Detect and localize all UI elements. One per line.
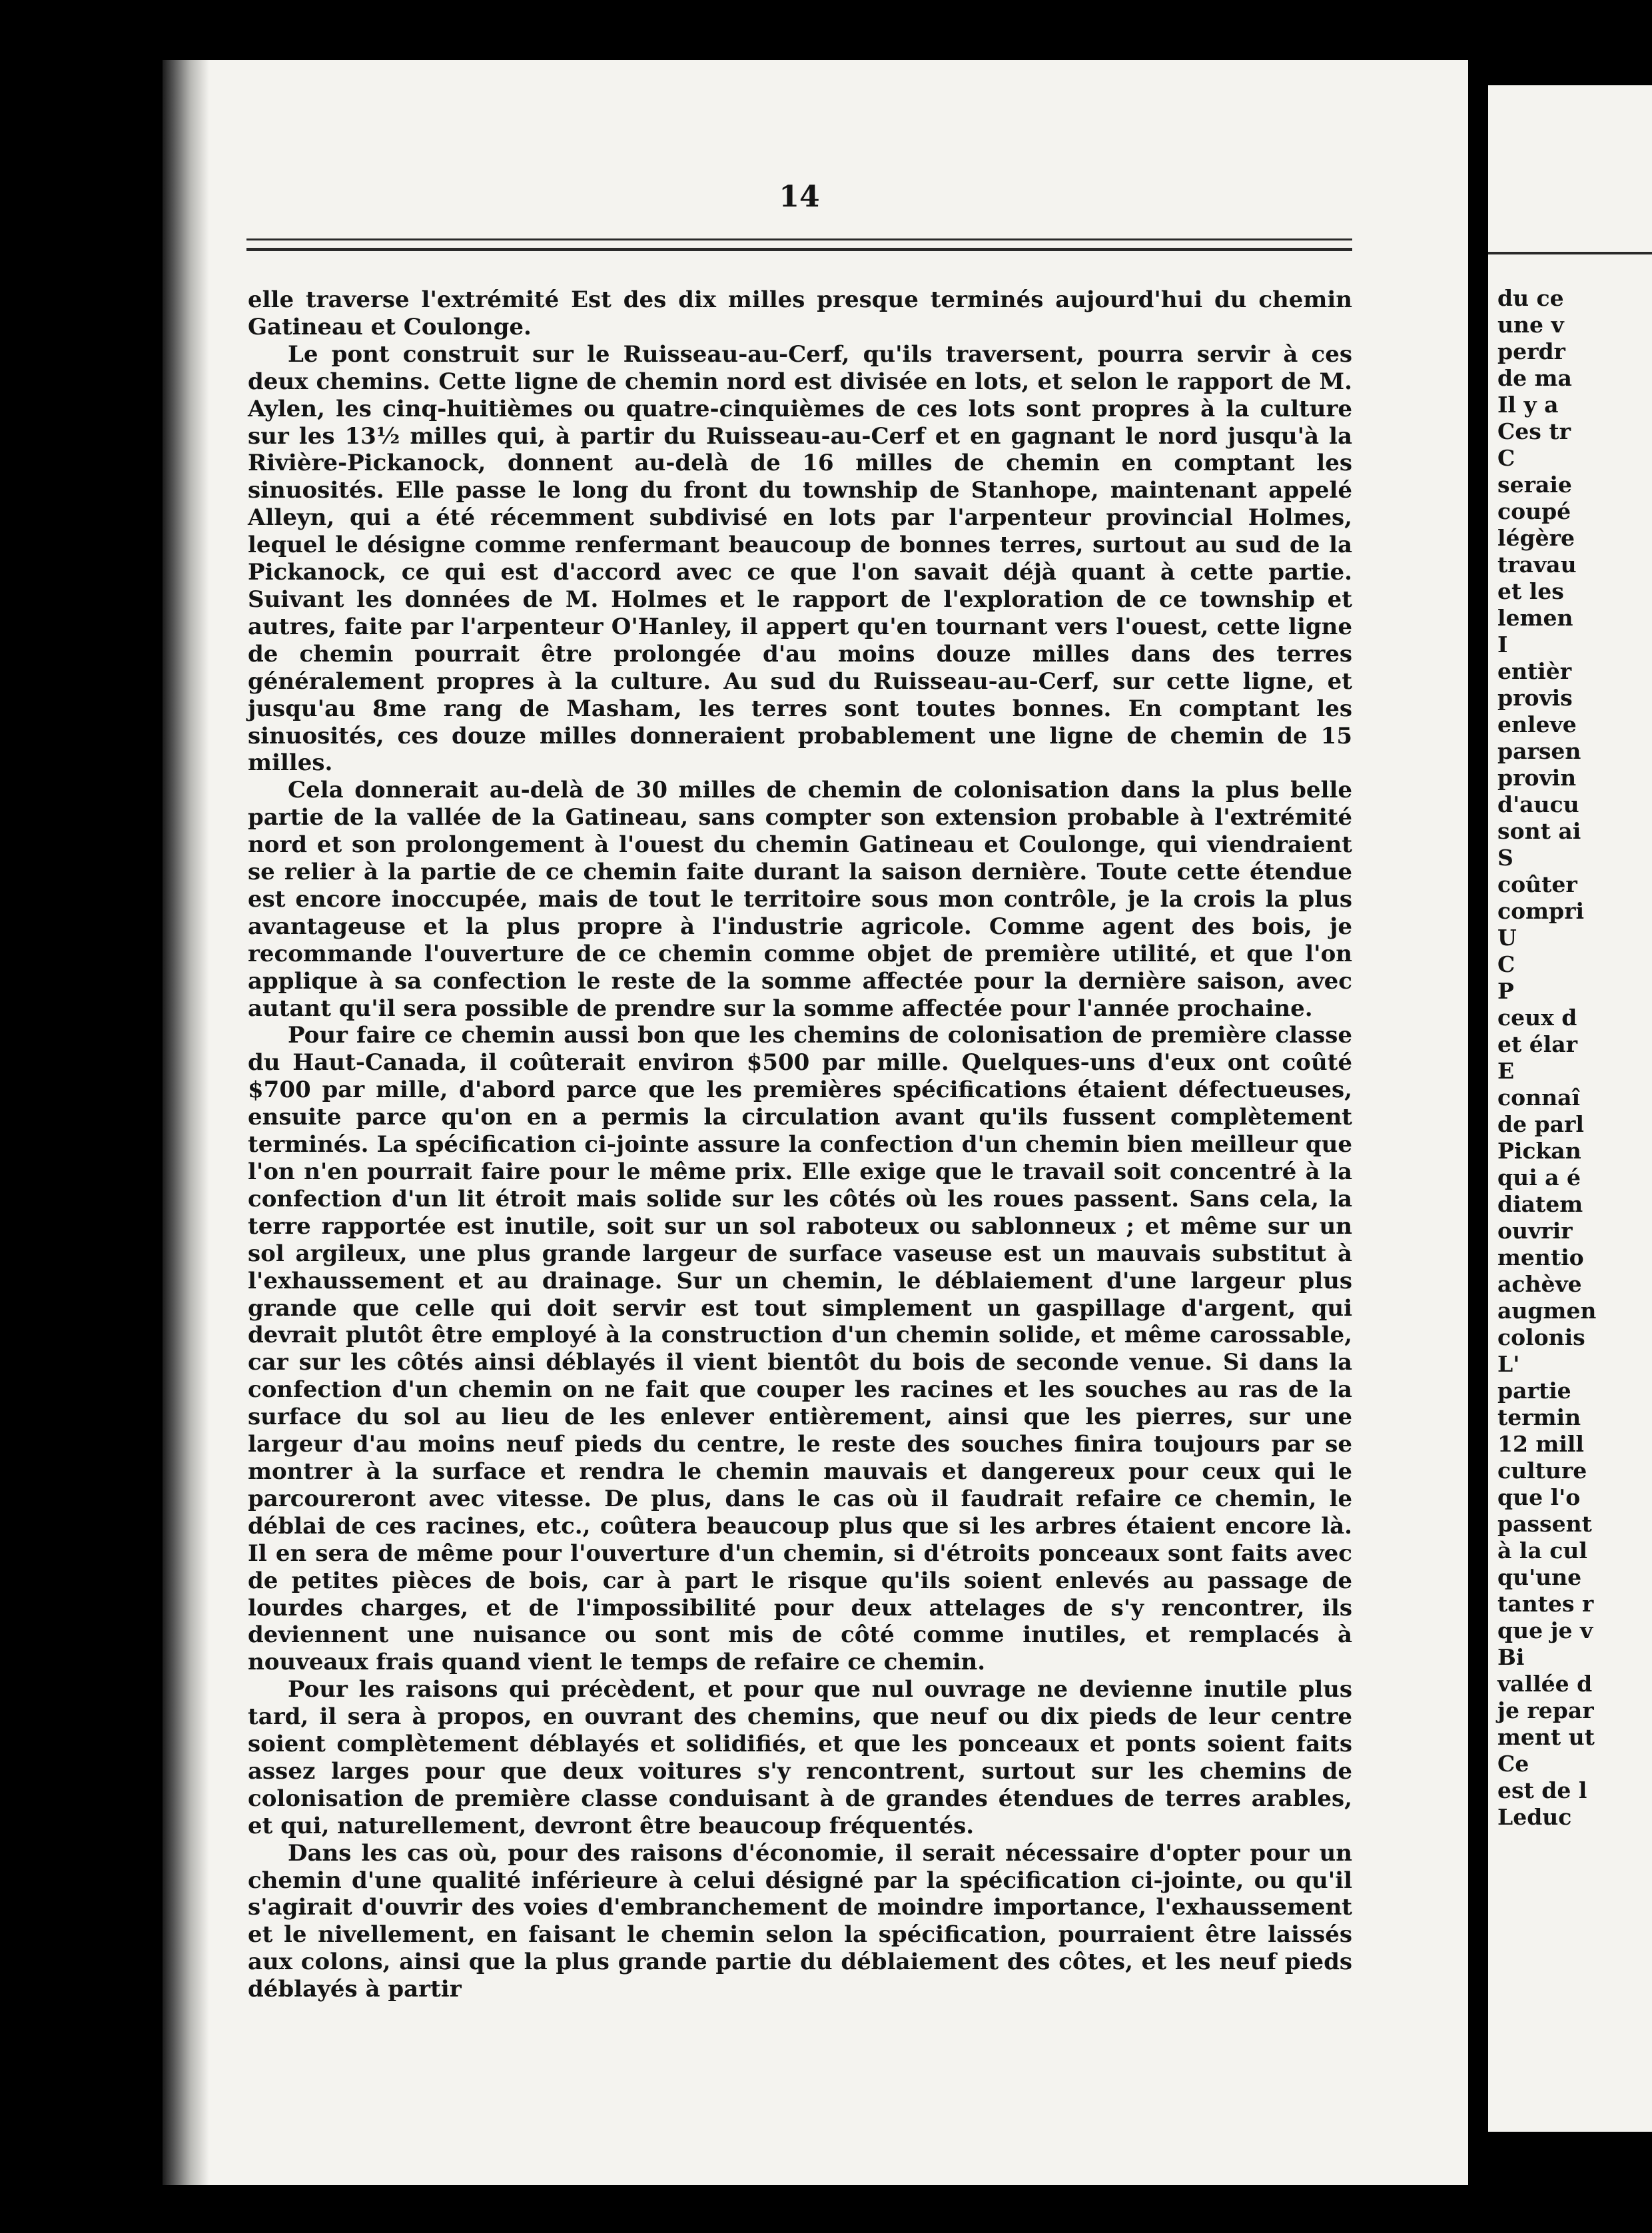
right-page-line: une v bbox=[1497, 312, 1564, 338]
right-page-line: Ces tr bbox=[1497, 418, 1571, 444]
right-page-line: sont ai bbox=[1497, 818, 1581, 844]
right-page-line: U bbox=[1497, 925, 1517, 951]
right-page-line: I bbox=[1497, 632, 1508, 658]
paragraph: Cela donnerait au-delà de 30 milles de chemin de colonisation dans la plus belle partie de la vallée de la Gatineau, sans compter son extension probable à l'extrémité nord et son prolongement à l'ouest du chemin Gatineau et Coulonge, qui viendraient se relier à la partie de ce chemin faite durant la saison dernière. Toute cette étendue est encore inoccupée, mais de tout le territoire sous mon contrôle, je la crois la plus avantageuse et la plus propre à l'industrie agricole. Comme agent des bois, je recommande l'ouverture de ce chemin comme objet de première utilité, et que l'on applique à sa confection le reste de la somme affectée pour la dernière saison, avec autant qu'il sera possible de prendre sur la somme affectée pour l'année prochaine. bbox=[248, 777, 1352, 1022]
right-page-line: culture bbox=[1497, 1458, 1587, 1484]
right-page-line: parsen bbox=[1497, 738, 1581, 764]
right-page-line: mentio bbox=[1497, 1244, 1584, 1270]
right-page-line: tantes r bbox=[1497, 1591, 1594, 1617]
right-page-line: E bbox=[1497, 1058, 1515, 1084]
right-page-line: travau bbox=[1497, 552, 1577, 578]
right-page-line: est de l bbox=[1497, 1777, 1587, 1803]
body-text bbox=[248, 286, 1352, 2003]
right-page-line: et les bbox=[1497, 578, 1564, 604]
right-page-line: C bbox=[1497, 951, 1515, 977]
paragraph: Le pont construit sur le Ruisseau-au-Cerf, qu'ils traversent, pourra servir à ces deux chemins. Cette ligne de chemin nord est divisée en lots, et selon le rapport de M. Aylen, les cinq-huitièmes ou quatre-cinquièmes de ces lots sont propres à la culture sur les 13½ milles qui, à partir du Ruisseau-au-Cerf et en gagnant le nord jusqu'à la Rivière-Pickanock, donnent au-delà de 16 milles de chemin en comptant les sinuosités. Elle passe le long du front du township de Stanhope, maintenant appelé Alleyn, qui a été récemment subdivisé en lots par l'arpenteur provincial Holmes, lequel le désigne comme renfermant beaucoup de bonnes terres, surtout au sud de la Pickanock, ce qui est d'accord avec ce que l'on savait déjà quant à cette partie. Suivant les données de M. Holmes et le rapport de l'exploration de ce township et autres, faite par l'arpenteur O'Hanley, il appert qu'en tournant vers l'ouest, cette ligne de chemin pourrait être prolongée d'au moins douze milles dans des terres généralement propres à la culture. Au sud du Ruisseau-au-Cerf, sur cette ligne, et jusqu'au 8me rang de Masham, les terres sont toutes bonnes. En comptant les sinuosités, ces douze milles donneraient probablement une ligne de chemin de 15 milles. bbox=[248, 340, 1352, 777]
right-page-line: perdr bbox=[1497, 338, 1565, 364]
header-rule-thin bbox=[246, 238, 1352, 240]
right-page-line: vallée d bbox=[1497, 1671, 1593, 1697]
right-page-line: je repar bbox=[1497, 1697, 1594, 1723]
right-page-line: coupé bbox=[1497, 498, 1571, 524]
right-page-line: colonis bbox=[1497, 1324, 1585, 1350]
right-page-line: à la cul bbox=[1497, 1538, 1587, 1563]
right-page-line: provis bbox=[1497, 685, 1573, 711]
right-page-line: ment ut bbox=[1497, 1724, 1595, 1750]
right-page-line: augmen bbox=[1497, 1298, 1597, 1324]
right-page-line: de parl bbox=[1497, 1111, 1584, 1137]
paragraph: Dans les cas où, pour des raisons d'économie, il serait nécessaire d'opter pour un chemin d'une qualité inférieure à celui désigné par la spécification ci-jointe, ou qu'il s'agirait d'ouvrir des voies d'embranchement de moindre importance, l'exhaussement et le nivellement, en faisant le chemin selon la spécification, pourraient être laissés aux colons, ainsi que la plus grande partie du déblaiement des côtes, et les neuf pieds déblayés à partir bbox=[248, 1839, 1352, 2003]
right-page-line: coûter bbox=[1497, 871, 1577, 897]
right-page-line: 12 mill bbox=[1497, 1431, 1584, 1457]
right-page-line: P bbox=[1497, 978, 1514, 1004]
right-page-line: passent bbox=[1497, 1511, 1592, 1537]
right-page-line: S bbox=[1497, 845, 1513, 871]
right-page bbox=[1488, 85, 1652, 2132]
right-page-line: partie bbox=[1497, 1378, 1571, 1404]
page-number: 14 bbox=[779, 180, 820, 214]
right-page-line: enleve bbox=[1497, 711, 1577, 737]
paragraph: Pour les raisons qui précèdent, et pour que nul ouvrage ne devienne inutile plus tard, il sera à propos, en ouvrant des chemins, que neuf ou dix pieds de leur centre soient complètement déblayés et solidifiés, et que les ponceaux et ponts soient faits assez larges pour que deux voitures s'y rencontrent, surtout sur les chemins de colonisation de première classe conduisant à de grandes étendues de terres arables, et qui, naturellement, devront être beaucoup fréquentés. bbox=[248, 1676, 1352, 1839]
right-page-line: Il y a bbox=[1497, 392, 1559, 418]
paragraph: Pour faire ce chemin aussi bon que les chemins de colonisation de première classe du Haut-Canada, il coûterait environ $500 par mille. Quelques-uns d'eux ont coûté $700 par mille, d'abord parce que les premières spécifications étaient défectueuses, ensuite parce qu'on en a permis la circulation avant qu'ils fussent complètement terminés. La spécification ci-jointe assure la confection d'un chemin bien meilleur que l'on n'en pourrait faire pour le même prix. Elle exige que le travail soit concentré à la confection d'un lit étroit mais solide sur les côtés où les roues passent. Sans cela, la terre rapportée est inutile, soit sur un sol raboteux ou sablonneux ; et même sur un sol argileux, une plus grande largeur de surface vaseuse est un mauvais substitut à l'exhaussement et au drainage. Sur un chemin, le déblaiement d'une largeur plus grande que celle qui doit servir est tout simplement un gaspillage d'argent, qui devrait plutôt être employé à la construction d'un chemin solide, et même carossable, car sur les côtés ainsi déblayés il vient bientôt du bois de seconde venue. Si dans la confection d'un chemin on ne fait que couper les racines et les souches au ras de la surface du sol au lieu de les enlever entièrement, ainsi que les pierres, sur une largeur d'au moins neuf pieds du centre, le reste des souches finira toujours par se montrer à la surface et rendra le chemin mauvais et dangereux pour ceux qui le parcoureront avec vitesse. De plus, dans le cas où il faudrait refaire ce chemin, le déblai de ces racines, etc., coûtera beaucoup plus que si les arbres étaient encore là. Il en sera de même pour l'ouverture d'un chemin, si d'étroits ponceaux sont faits avec de petites pièces de bois, car à part le risque qu'ils soient enlevés au passage de lourdes charges, et de l'impossibilité pour deux attelages de s'y rencontrer, ils deviennent une nuisance ou sont mis de côté comme inutiles, et remplacés à nouveaux frais quand vient le temps de refaire ce chemin. bbox=[248, 1022, 1352, 1676]
right-page-line: Pickan bbox=[1497, 1138, 1581, 1164]
right-page-line: ceux d bbox=[1497, 1005, 1577, 1031]
right-page-line: provin bbox=[1497, 765, 1577, 791]
right-page-line: seraie bbox=[1497, 472, 1572, 498]
gutter-shadow bbox=[163, 60, 209, 2185]
paragraph: elle traverse l'extrémité Est des dix milles presque terminés aujourd'hui du chemin Gatineau et Coulonge. bbox=[248, 286, 1352, 340]
right-page-line: ouvrir bbox=[1497, 1218, 1573, 1244]
right-page-line: du ce bbox=[1497, 285, 1564, 311]
header-rule-thick bbox=[246, 248, 1352, 251]
right-page-line: et élar bbox=[1497, 1031, 1578, 1057]
right-page-line: achève bbox=[1497, 1271, 1582, 1297]
right-page-line: connaî bbox=[1497, 1085, 1581, 1111]
right-page-line: diatem bbox=[1497, 1191, 1583, 1217]
right-page-line: d'aucu bbox=[1497, 791, 1579, 817]
right-page-line: compri bbox=[1497, 898, 1585, 924]
right-page-line: Leduc bbox=[1497, 1804, 1572, 1830]
right-page-line: légère bbox=[1497, 525, 1575, 551]
right-page-line: L' bbox=[1497, 1351, 1520, 1377]
right-page-line: termin bbox=[1497, 1404, 1581, 1430]
right-page-line: Ce bbox=[1497, 1751, 1529, 1777]
right-page-line: C bbox=[1497, 445, 1515, 471]
right-page-line: de ma bbox=[1497, 365, 1572, 391]
right-page-line: que l'o bbox=[1497, 1484, 1581, 1510]
right-page-line: que je v bbox=[1497, 1617, 1593, 1643]
right-page-line: qu'une bbox=[1497, 1564, 1582, 1590]
right-page-line: Bi bbox=[1497, 1644, 1525, 1670]
right-page-header-rule bbox=[1488, 252, 1652, 254]
right-page-line: lemen bbox=[1497, 605, 1573, 631]
right-page-text-fragments bbox=[1497, 285, 1652, 1831]
right-page-line: entièr bbox=[1497, 658, 1572, 684]
right-page-line: qui a é bbox=[1497, 1164, 1581, 1190]
